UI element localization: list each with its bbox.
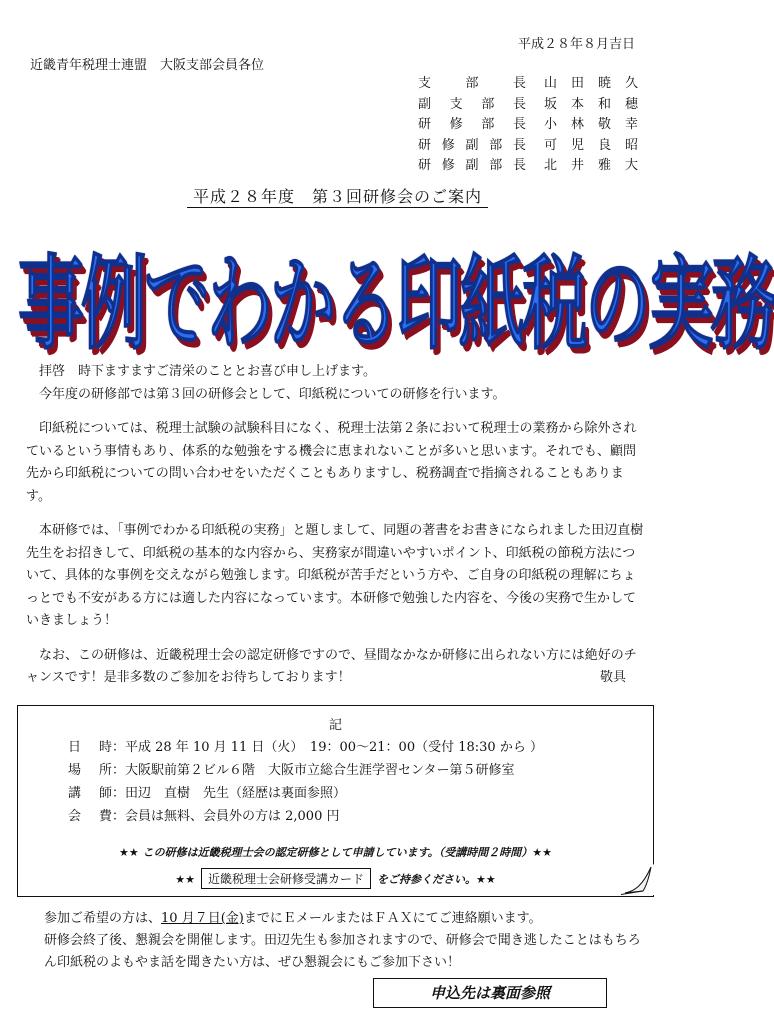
card-note-prefix: ★★ [175, 873, 195, 886]
officer-row [418, 156, 638, 177]
officer-role: 研修副部長 [418, 137, 526, 153]
detail-item-fee [68, 805, 543, 828]
paragraph-content: 本研修では、「事例でわかる印紙税の実務」と題しまして、同題の著書をお書きになられました田辺直樹先生をお招きして、印紙税の基本的な内容から、実務家が間違いやすいポイント、印紙税の節税方法について、具体的な事例を交えながら勉強します。印紙税が苦手だという方や、ご自身の印紙税の理解にちょっとでも不安がある方には適した内容になっています。本研修で勉強した内容を、今後の実務で生かしていきましょう！ [26, 523, 644, 628]
detail-label: 日時 [68, 740, 112, 755]
detail-label: 会費 [68, 809, 112, 824]
details-heading: 記 [328, 718, 342, 733]
officer-role: 研修副部長 [418, 158, 526, 173]
deadline-text: 参加ご希望の方は、 [44, 911, 162, 926]
application-reference: 申込先は裏面参照 [373, 978, 607, 1008]
detail-item-lecturer [68, 782, 543, 805]
officer-name: 小林敬幸 [544, 117, 638, 132]
registration-deadline [44, 908, 644, 930]
page-fold-icon [621, 863, 655, 895]
event-subtitle-text: 平成２８年度 第３回研修会のご案内 [187, 187, 488, 208]
officer-name: 可児良昭 [544, 137, 638, 153]
detail-value: ：会員は無料、会員外の方は 2,000 円 [112, 809, 340, 824]
details-items [68, 736, 543, 828]
detail-value: ：田辺 直樹 先生（経歴は裏面参照） [112, 786, 347, 801]
officer-role: 支部長 [418, 76, 526, 91]
card-note-suffix: をご持参ください。★★ [377, 873, 496, 886]
deadline-date: 10 月７日(金) [161, 911, 244, 926]
detail-label: 場所 [68, 763, 112, 778]
headline-title: 事例でわかる印紙税の実務 [18, 244, 774, 364]
document-date: 平成２８年８月吉日 [517, 37, 635, 52]
detail-label: 講師 [68, 786, 112, 801]
officer-row [418, 95, 638, 116]
closing-text: なお、この研修は、近畿税理士会の認定研修ですので、昼間なかなか研修に出られない方には絶好のチャンスです！是非多数のご参加をお待ちしております！ [26, 647, 637, 685]
details-box [17, 705, 654, 897]
officer-row [418, 74, 638, 95]
detail-item-datetime [68, 736, 543, 759]
detail-value: ：大阪駅前第２ビル６階 大阪市立総合生涯学習センター第５研修室 [112, 763, 515, 778]
officer-role: 副支部長 [418, 96, 526, 112]
paragraph-closing [26, 645, 646, 690]
deadline-method: までにＥメールまたはＦＡＸにてご連絡願います。 [243, 911, 542, 926]
officer-name: 坂本和穂 [544, 96, 638, 112]
officers-list [418, 74, 638, 177]
detail-value: ：平成 28 年 10 月 11 日（火） 19：00～21：00（受付 18:30 から ） [112, 740, 543, 755]
intro-line: 今年度の研修部では第３回の研修会として、印紙税についての研修を行います。 [39, 386, 506, 402]
officer-name: 北井雅大 [544, 158, 638, 173]
paragraph-background: 印紙税については、税理士試験の試験科目になく、税理士法第２条において税理士の業務から除外されているという事情もあり、体系的な勉強をする機会に恵まれないことが多いと思います。それでも、顧問先から印紙税についての問い合わせをいただくこともありますし、税務調査で指摘されることもあります。 [26, 421, 637, 504]
card-note [18, 868, 653, 889]
addressee: 近畿青年税理士連盟 大阪支部会員各位 [30, 58, 265, 73]
attendance-card-label: 近畿税理士会研修受講カード [201, 868, 371, 889]
officer-role: 研修部長 [418, 117, 526, 132]
officer-name: 山田暁久 [544, 76, 638, 91]
body-text [26, 361, 646, 690]
registration-info [44, 908, 644, 974]
greeting-line: 拝啓 時下ますますご清栄のこととお喜び申し上げます。 [39, 364, 376, 379]
officer-row [418, 115, 638, 136]
closing-keigu: 敬具 [599, 670, 626, 685]
certification-note: ★★ この研修は近畿税理士会の認定研修として申請しています。（受講時間２時間）★★ [119, 846, 552, 859]
social-gathering-note: 研修会終了後、懇親会を開催します。田辺先生も参加されますので、研修会で聞き逃したことはもちろん印紙税のよもやま話を聞きたい方は、ぜひ懇親会にもご参加下さい！ [44, 933, 641, 970]
officer-row [418, 136, 638, 157]
detail-item-venue [68, 759, 543, 782]
